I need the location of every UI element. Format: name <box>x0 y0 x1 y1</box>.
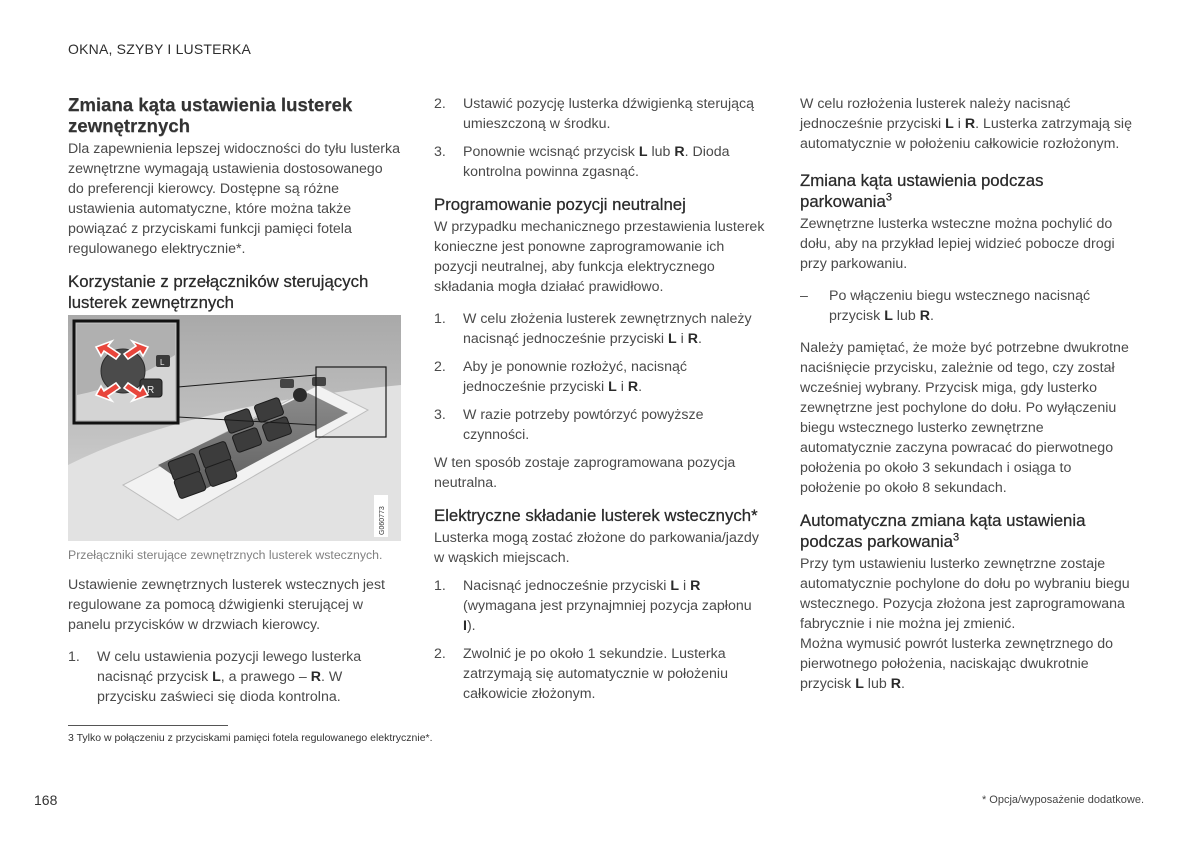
auto-paragraph-2: Można wymusić powrót lusterka zewnętrznego do pierwotnego położenia, naciskając dwukrotnie przycisk L lub R. <box>800 636 1114 692</box>
figure-button-r: R <box>147 385 155 396</box>
door-panel-illustration <box>68 315 401 541</box>
list-item: 2. Aby je ponownie rozłożyć, nacisnąć jednocześnie przyciski L i R. <box>434 359 687 395</box>
subheading-park: Zmiana kąta ustawienia podczas parkowania$^3$ <box>800 171 1044 211</box>
list-item: – Po włączeniu biegu wstecznego nacisnąć przycisk L lub R. <box>800 288 1091 324</box>
footnote: 3 Tylko w połączeniu z przyciskami pamięci fotela regulowanego elektrycznie*. <box>68 732 433 744</box>
running-title: OKNA, SZYBY I LUSTERKA <box>68 41 252 57</box>
page-number: 168 <box>34 792 58 808</box>
column-right <box>800 94 1133 706</box>
column-middle <box>434 94 767 712</box>
figure-code: G060773 <box>379 506 386 535</box>
steps-list-mirror-cont <box>434 94 767 182</box>
auto-paragraph-1: Przy tym ustawieniu lusterko zewnętrzne zostaje automatycznie pochylone do dołu po wybraniu biegu wstecznego. Pozycja złożona jest zaprogramowana fabrycznie i nie można jej zmienić. <box>800 556 1130 632</box>
switches-paragraph: Ustawienie zewnętrznych lusterek wstecznych jest regulowane za pomocą dźwigienki sterującej w panelu przycisków w drzwiach kierowcy. <box>68 577 385 633</box>
steps-list-neutral <box>434 309 767 445</box>
figure-caption: Przełączniki sterujące zewnętrznych lusterek wstecznych. <box>68 548 383 562</box>
column-left <box>68 94 401 715</box>
inset-zoom-box <box>74 321 178 423</box>
list-item: 1. Nacisnąć jednocześnie przyciski L i R (wymagana jest przynajmniej pozycja zapłonu I). <box>434 578 752 634</box>
steps-list-mirror <box>68 647 401 707</box>
mirror-controls-figure <box>68 315 401 541</box>
neutral-end: W ten sposób zostaje zaprogramowana pozycja neutralna. <box>434 455 736 491</box>
list-item: 2. Ustawić pozycję lusterka dźwigienką sterującą umieszczoną w środku. <box>434 96 754 132</box>
neutral-intro: W przypadku mechanicznego przestawienia lusterek konieczne jest ponowne zaprogramowanie ich pozycji neutralnej, aby funkcja elektrycznego składania mogła działać prawidłowo. <box>434 219 765 295</box>
subheading-auto: Automatyczna zmiana kąta ustawienia podczas parkowania$^3$ <box>800 511 1086 551</box>
unfold-paragraph: W celu rozłożenia lusterek należy nacisnąć jednocześnie przyciski L i R. Lusterka zatrzymają się automatycznie w położeniu całkowicie rozłożonym. <box>800 96 1132 152</box>
subheading-fold: Elektryczne składanie lusterek wstecznych* <box>434 506 758 525</box>
option-note: * Opcja/wyposażenie dodatkowe. <box>981 794 1144 806</box>
subheading-neutral: Programowanie pozycji neutralnej <box>434 195 686 214</box>
list-item: 2. Zwolnić je po około 1 sekundzie. Lusterka zatrzymają się automatycznie w położeniu całkowicie złożonym. <box>434 646 728 702</box>
park-intro: Zewnętrzne lusterka wsteczne można pochylić do dołu, aby na przykład lepiej widzieć pobocze drogi przy parkowaniu. <box>800 216 1115 272</box>
list-item: 3. Ponownie wcisnąć przycisk L lub R. Dioda kontrolna powinna zgasnąć. <box>434 144 730 180</box>
footnote-divider <box>68 725 228 726</box>
intro-paragraph: Dla zapewnienia lepszej widoczności do tyłu lusterka zewnętrzne wymagają ustawienia dostosowanego do preferencji kierowcy. Dostępne są różne ustawienia automatyczne, które można także powiązać z przyciskami funkcji pamięci fotela regulowanego elektrycznie*. <box>68 141 400 257</box>
subheading-switches: Korzystanie z przełączników sterujących lusterek zewnętrznych <box>68 272 369 312</box>
list-item: 1. W celu ustawienia pozycji lewego lusterka nacisnąć przycisk L, a prawego – R. W przycisku zaświeci się dioda kontrolna. <box>68 649 362 705</box>
park-paragraph: Należy pamiętać, że może być potrzebne dwukrotne naciśnięcie przycisku, zależnie od tego, czy został wcześniej wybrany. Przycisk miga, gdy lusterko zewnętrzne jest pochylone do dołu. Po wyłączeniu biegu wstecznego lusterko zewnętrzne automatycznie zaczyna powracać do pierwotnego położenia po około 3 sekundach i osiąga to położenie po około 8 sekundach. <box>800 340 1129 496</box>
list-item: 3. W razie potrzeby powtórzyć powyższe czynności. <box>434 407 704 443</box>
park-bullet-list <box>800 286 1133 326</box>
figure-button-l: L <box>160 358 165 367</box>
fold-intro: Lusterka mogą zostać złożone do parkowania/jazdy w wąskich miejscach. <box>434 530 759 566</box>
section-title: Zmiana kąta ustawienia lusterek zewnętrznych <box>68 94 353 136</box>
list-item: 1. W celu złożenia lusterek zewnętrznych należy nacisnąć jednocześnie przyciski L i R. <box>434 311 752 347</box>
steps-list-fold <box>434 576 767 704</box>
